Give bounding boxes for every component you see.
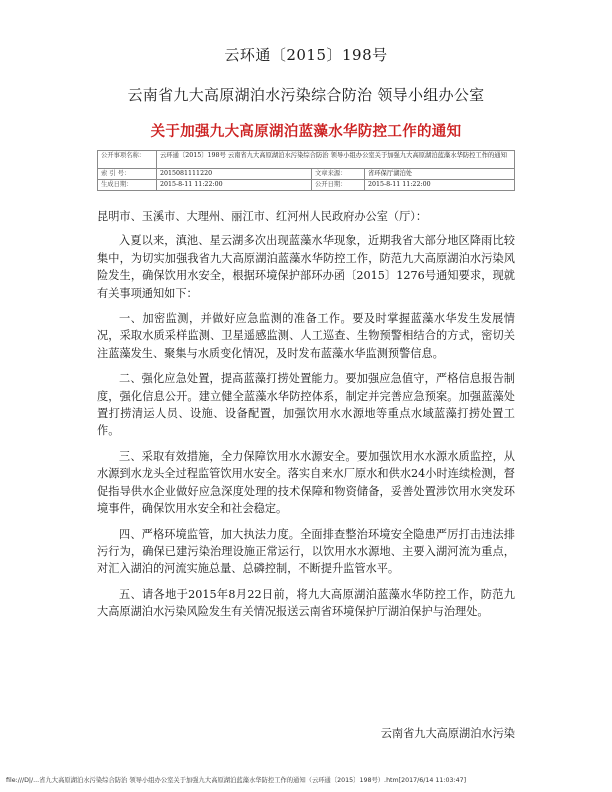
document-number: 云环通〔2015〕198号: [224, 46, 388, 64]
metadata-created-label: 生成日期：: [98, 180, 157, 191]
metadata-table: [97, 150, 515, 191]
salutation: 昆明市、玉溪市、大理州、丽江市、红河州人民政府办公室（厅）：: [97, 210, 428, 223]
metadata-name-value: 云环通〔2015〕198号 云南省九大高原湖泊水污染综合防治 领导小组办公室关于加强九大高原湖泊蓝藻水华防控工作的通知: [157, 151, 515, 169]
item-4-paragraph: 四、严格环境监管，加大执法力度。全面排查整治环境安全隐患严厉打击违法排污行为，确保已建污染治理设施正常运行，以饮用水水源地、主要入湖河流为重点，对汇入湖泊的河流实施总量、总磷控制，不断提升监管水平。: [97, 527, 515, 576]
notice-body: [97, 208, 515, 629]
item-3-paragraph: 三、采取有效措施，全力保障饮用水水源安全。要加强饮用水水源水质监控，从水源到水龙头全过程监管饮用水安全。落实自来水厂原水和供水24小时连续检测，督促指导供水企业做好应急深度处理的技术保障和物资储备，妥善处置涉饮用水突发环境事件，确保饮用水安全和社会稳定。: [97, 449, 515, 516]
issuing-office: 云南省九大高原湖泊水污染综合防治 领导小组办公室: [127, 86, 485, 104]
metadata-source-label: 文章来源：: [312, 169, 365, 180]
document-title: 关于加强九大高原湖泊蓝藻水华防控工作的通知: [150, 123, 462, 140]
item-2-paragraph: 二、强化应急处置，提高蓝藻打捞处置能力。要加强应急值守，严格信息报告制度，强化信息公开。建立健全蓝藻水华防控体系，制定并完善应急预案。加强蓝藻处置打捞清运人员、设施、设备配置，加强饮用水水源地等重点水域蓝藻打捞处置工作。: [97, 372, 515, 438]
metadata-published-value: 2015-8-11 11:22:00: [365, 180, 515, 191]
metadata-row-dates: [98, 180, 515, 191]
metadata-index-value: 2015081111220: [157, 169, 312, 180]
metadata-name-label: 公开事项名称：: [98, 151, 157, 169]
item-5-paragraph: 五、请各地于2015年8月22日前，将九大高原湖泊蓝藻水华防控工作，防范九大高原湖泊水污染风险发生有关情况报送云南省环境保护厅湖泊保护与治理处。: [97, 587, 515, 619]
metadata-source-value: 省环保厅湖泊处: [365, 169, 515, 180]
metadata-row-name: [98, 151, 515, 169]
signature-issuer: 云南省九大高原湖泊水污染: [380, 727, 515, 740]
metadata-row-index: [98, 169, 515, 180]
intro-paragraph: 入夏以来，滇池、星云湖多次出现蓝藻水华现象，近期我省大部分地区降雨比较集中，为切实加强我省九大高原湖泊蓝藻水华防控工作，防范九大高原湖泊水污染风险发生，确保饮用水安全，根据环境保护部环办函〔2015〕1276号通知要求，现就有关事项通知如下：: [97, 234, 515, 300]
print-footer-path: file:///D|/...省九大高原湖泊水污染综合防治 领导小组办公室关于加强九大高原湖泊蓝藻水华防控工作的通知（云环通〔2015〕198号）.htm[2017/6/14 11:03:47]: [6, 777, 467, 784]
metadata-created-value: 2015-8-11 11:22:00: [157, 180, 312, 191]
metadata-index-label: 索 引 号：: [98, 169, 157, 180]
item-1-paragraph: 一、加密监测，并做好应急监测的准备工作。要及时掌握蓝藻水华发生发展情况，采取水质采样监测、卫星遥感监测、人工巡查、生物预警相结合的方式，密切关注蓝藻发生、聚集与水质变化情况，及时发布蓝藻水华监测预警信息。: [97, 312, 515, 360]
metadata-published-label: 公开日期：: [312, 180, 365, 191]
